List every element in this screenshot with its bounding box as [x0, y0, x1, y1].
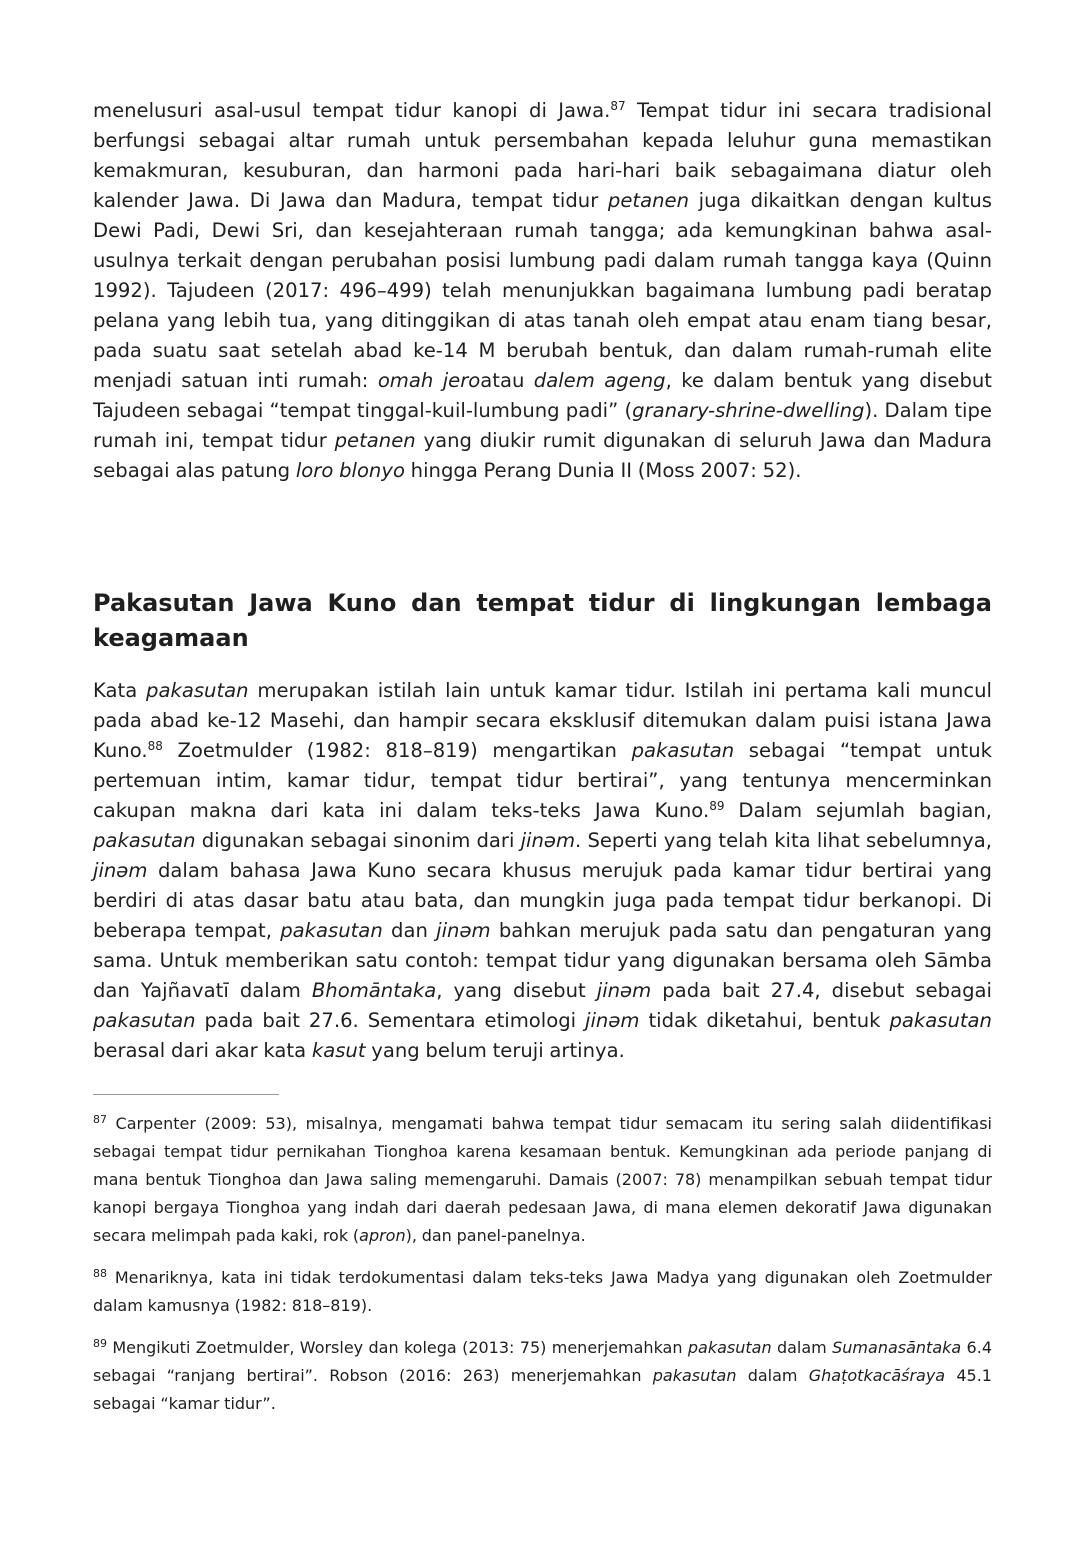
- section-heading: Pakasutan Jawa Kuno dan tempat tidur di lingkungan lembaga keagamaan: [93, 589, 992, 652]
- italic-term: jinəm: [520, 829, 576, 852]
- italic-term: Sumanasāntaka: [832, 1338, 962, 1357]
- italic-term: pakasutan: [93, 1009, 196, 1032]
- text-run: menelusuri asal-usul tempat tidur kanopi di Jawa.: [93, 99, 611, 122]
- text-run: Zoetmulder (1982: 818–819) mengartikan: [162, 739, 632, 762]
- text-run: Kata: [93, 679, 147, 702]
- text-run: 6.4 sebagai “ranjang bertirai”. Robson (2016: 263) menerjemahkan: [93, 1338, 992, 1385]
- footnote-divider: [93, 1094, 279, 1095]
- text-run: Carpenter (2009: 53), misalnya, mengamati bahwa tempat tidur semacam itu sering salah diidentifikasi sebagai tempat tidur pernikahan Tionghoa karena kesamaan bentuk. Kemungkinan ada periode panjang di mana bentuk Tionghoa dan Jawa saling memengaruhi. Damais (2007: 78) menampilkan sebuah tempat tidur kanopi bergaya Tionghoa yang indah dari daerah pedesaan Jawa, di mana elemen dekoratif Jawa digunakan secara melimpah pada kaki, rok (: [93, 1114, 992, 1245]
- italic-term: granary-shrine-dwelling: [632, 399, 865, 422]
- footnote-ref: 88: [147, 739, 163, 753]
- footnote-ref: 87: [610, 99, 626, 113]
- italic-term: Ghaṭotkacāśraya: [808, 1366, 946, 1385]
- italic-term: petanen: [607, 189, 689, 212]
- text-run: , yang disebut: [436, 979, 597, 1002]
- text-run: yang belum teruji artinya.: [365, 1039, 625, 1062]
- italic-term: dalem ageng: [533, 369, 666, 392]
- footnote-2: [93, 1264, 992, 1320]
- italic-term: pakasutan: [889, 1009, 992, 1032]
- text-run: yang diukir rumit digunakan di seluruh Jawa dan Madura sebagai alas patung: [93, 429, 992, 482]
- text-run: sebagai “tempat untuk pertemuan intim, kamar tidur, tempat tidur bertirai”, yang tentunya mencerminkan cakupan makna dari kata ini dalam teks-teks Jawa Kuno.: [93, 739, 993, 822]
- text-run: Menariknya, kata ini tidak terdokumentasi dalam teks-teks Jawa Madya yang digunakan oleh Zoetmulder dalam kamusnya (1982: 818–819).: [93, 1268, 992, 1315]
- text-run: ), dan panel-panelnya.: [405, 1226, 586, 1245]
- italic-term: jinəm: [596, 979, 652, 1002]
- text-run: digunakan sebagai sinonim dari: [195, 829, 521, 852]
- text-run: , ke dalam bentuk yang disebut Tajudeen sebagai “tempat tinggal-kuil-lumbung padi” (: [93, 369, 992, 422]
- text-run: pada bait 27.4, disebut sebagai: [651, 979, 992, 1002]
- footnote-ref: 89: [709, 799, 725, 813]
- italic-term: loro blonyo: [295, 459, 405, 482]
- body-paragraph-2: [93, 676, 992, 1066]
- italic-term: pakasutan: [652, 1366, 737, 1385]
- body-paragraph-1: [93, 96, 992, 486]
- italic-term: kasut: [311, 1039, 366, 1062]
- italic-term: jinəm: [93, 859, 148, 882]
- text-run: dalam: [736, 1366, 809, 1385]
- text-run: juga dikaitkan dengan kultus Dewi Padi, Dewi Sri, dan kesejahteraan rumah tangga; ada kemungkinan bahwa asal-usulnya terkait dengan perubahan posisi lumbung padi dalam rumah tangga kaya (Quinn 1992). Tajudeen (2017: 496–499) telah menunjukkan bagaimana lumbung padi beratap pelana yang lebih tua, yang ditinggikan di atas tanah oleh empat atau enam tiang besar, pada suatu saat setelah abad ke-14 M berubah bentuk, dan dalam rumah-rumah elite menjadi satuan inti rumah:: [93, 189, 993, 392]
- italic-term: pakasutan: [280, 919, 383, 942]
- footnotes: [93, 1110, 992, 1432]
- text-run: Mengikuti Zoetmulder, Worsley dan kolega (2013: 75) menerjemahkan: [107, 1338, 688, 1357]
- text-run: dalam bahasa Jawa Kuno secara khusus merujuk pada kamar tidur bertirai yang berdiri di atas dasar batu atau bata, dan mungkin juga pada tempat tidur berkanopi. Di beberapa tempat,: [93, 859, 992, 942]
- text-run: dan: [382, 919, 437, 942]
- text-run: tidak diketahui, bentuk: [639, 1009, 890, 1032]
- text-run: dalam: [771, 1338, 833, 1357]
- italic-term: Bhomāntaka: [311, 979, 437, 1002]
- text-run: Tempat tidur ini secara tradisional berfungsi sebagai altar rumah untuk persembahan kepada leluhur guna memastikan kemakmuran, kesuburan, dan harmoni pada hari-hari baik sebagaimana diatur oleh kalender Jawa. Di Jawa dan Madura, tempat tidur: [93, 99, 992, 212]
- italic-term: jinəm: [436, 919, 491, 942]
- footnote-1: [93, 1110, 992, 1250]
- text-run: . Seperti yang telah kita lihat sebelumnya,: [575, 829, 992, 852]
- footnote-3: [93, 1334, 992, 1418]
- text-run: Dalam sejumlah bagian,: [724, 799, 992, 822]
- footnote-ref: 89: [93, 1337, 107, 1350]
- italic-term: petanen: [334, 429, 416, 452]
- text-run: merupakan istilah lain untuk kamar tidur. Istilah ini pertama kali muncul pada abad ke-12 Masehi, dan hampir secara eksklusif ditemukan dalam puisi istana Jawa Kuno.: [93, 679, 992, 762]
- italic-term: pakasutan: [93, 829, 196, 852]
- italic-term: pakasutan: [631, 739, 735, 762]
- italic-term: omah jero: [377, 369, 481, 392]
- text-run: hingga Perang Dunia II (Moss 2007: 52).: [404, 459, 802, 482]
- text-run: pada bait 27.6. Sementara etimologi: [195, 1009, 586, 1032]
- footnote-ref: 87: [93, 1113, 107, 1126]
- text-run: berasal dari akar kata: [93, 1039, 312, 1062]
- italic-term: apron: [359, 1226, 406, 1245]
- italic-term: pakasutan: [687, 1338, 772, 1357]
- text-run: bahkan merujuk pada satu dan pengaturan yang sama. Untuk memberikan satu contoh: tempat tidur yang digunakan bersama oleh Sāmba dan Yajñavatī dalam: [93, 919, 992, 1002]
- text-run: ). Dalam tipe rumah ini, tempat tidur: [93, 399, 992, 452]
- italic-term: pakasutan: [146, 679, 249, 702]
- text-run: atau: [480, 369, 534, 392]
- text-run: 45.1 sebagai “kamar tidur”.: [93, 1366, 992, 1413]
- footnote-ref: 88: [93, 1267, 107, 1280]
- italic-term: jinəm: [585, 1009, 640, 1032]
